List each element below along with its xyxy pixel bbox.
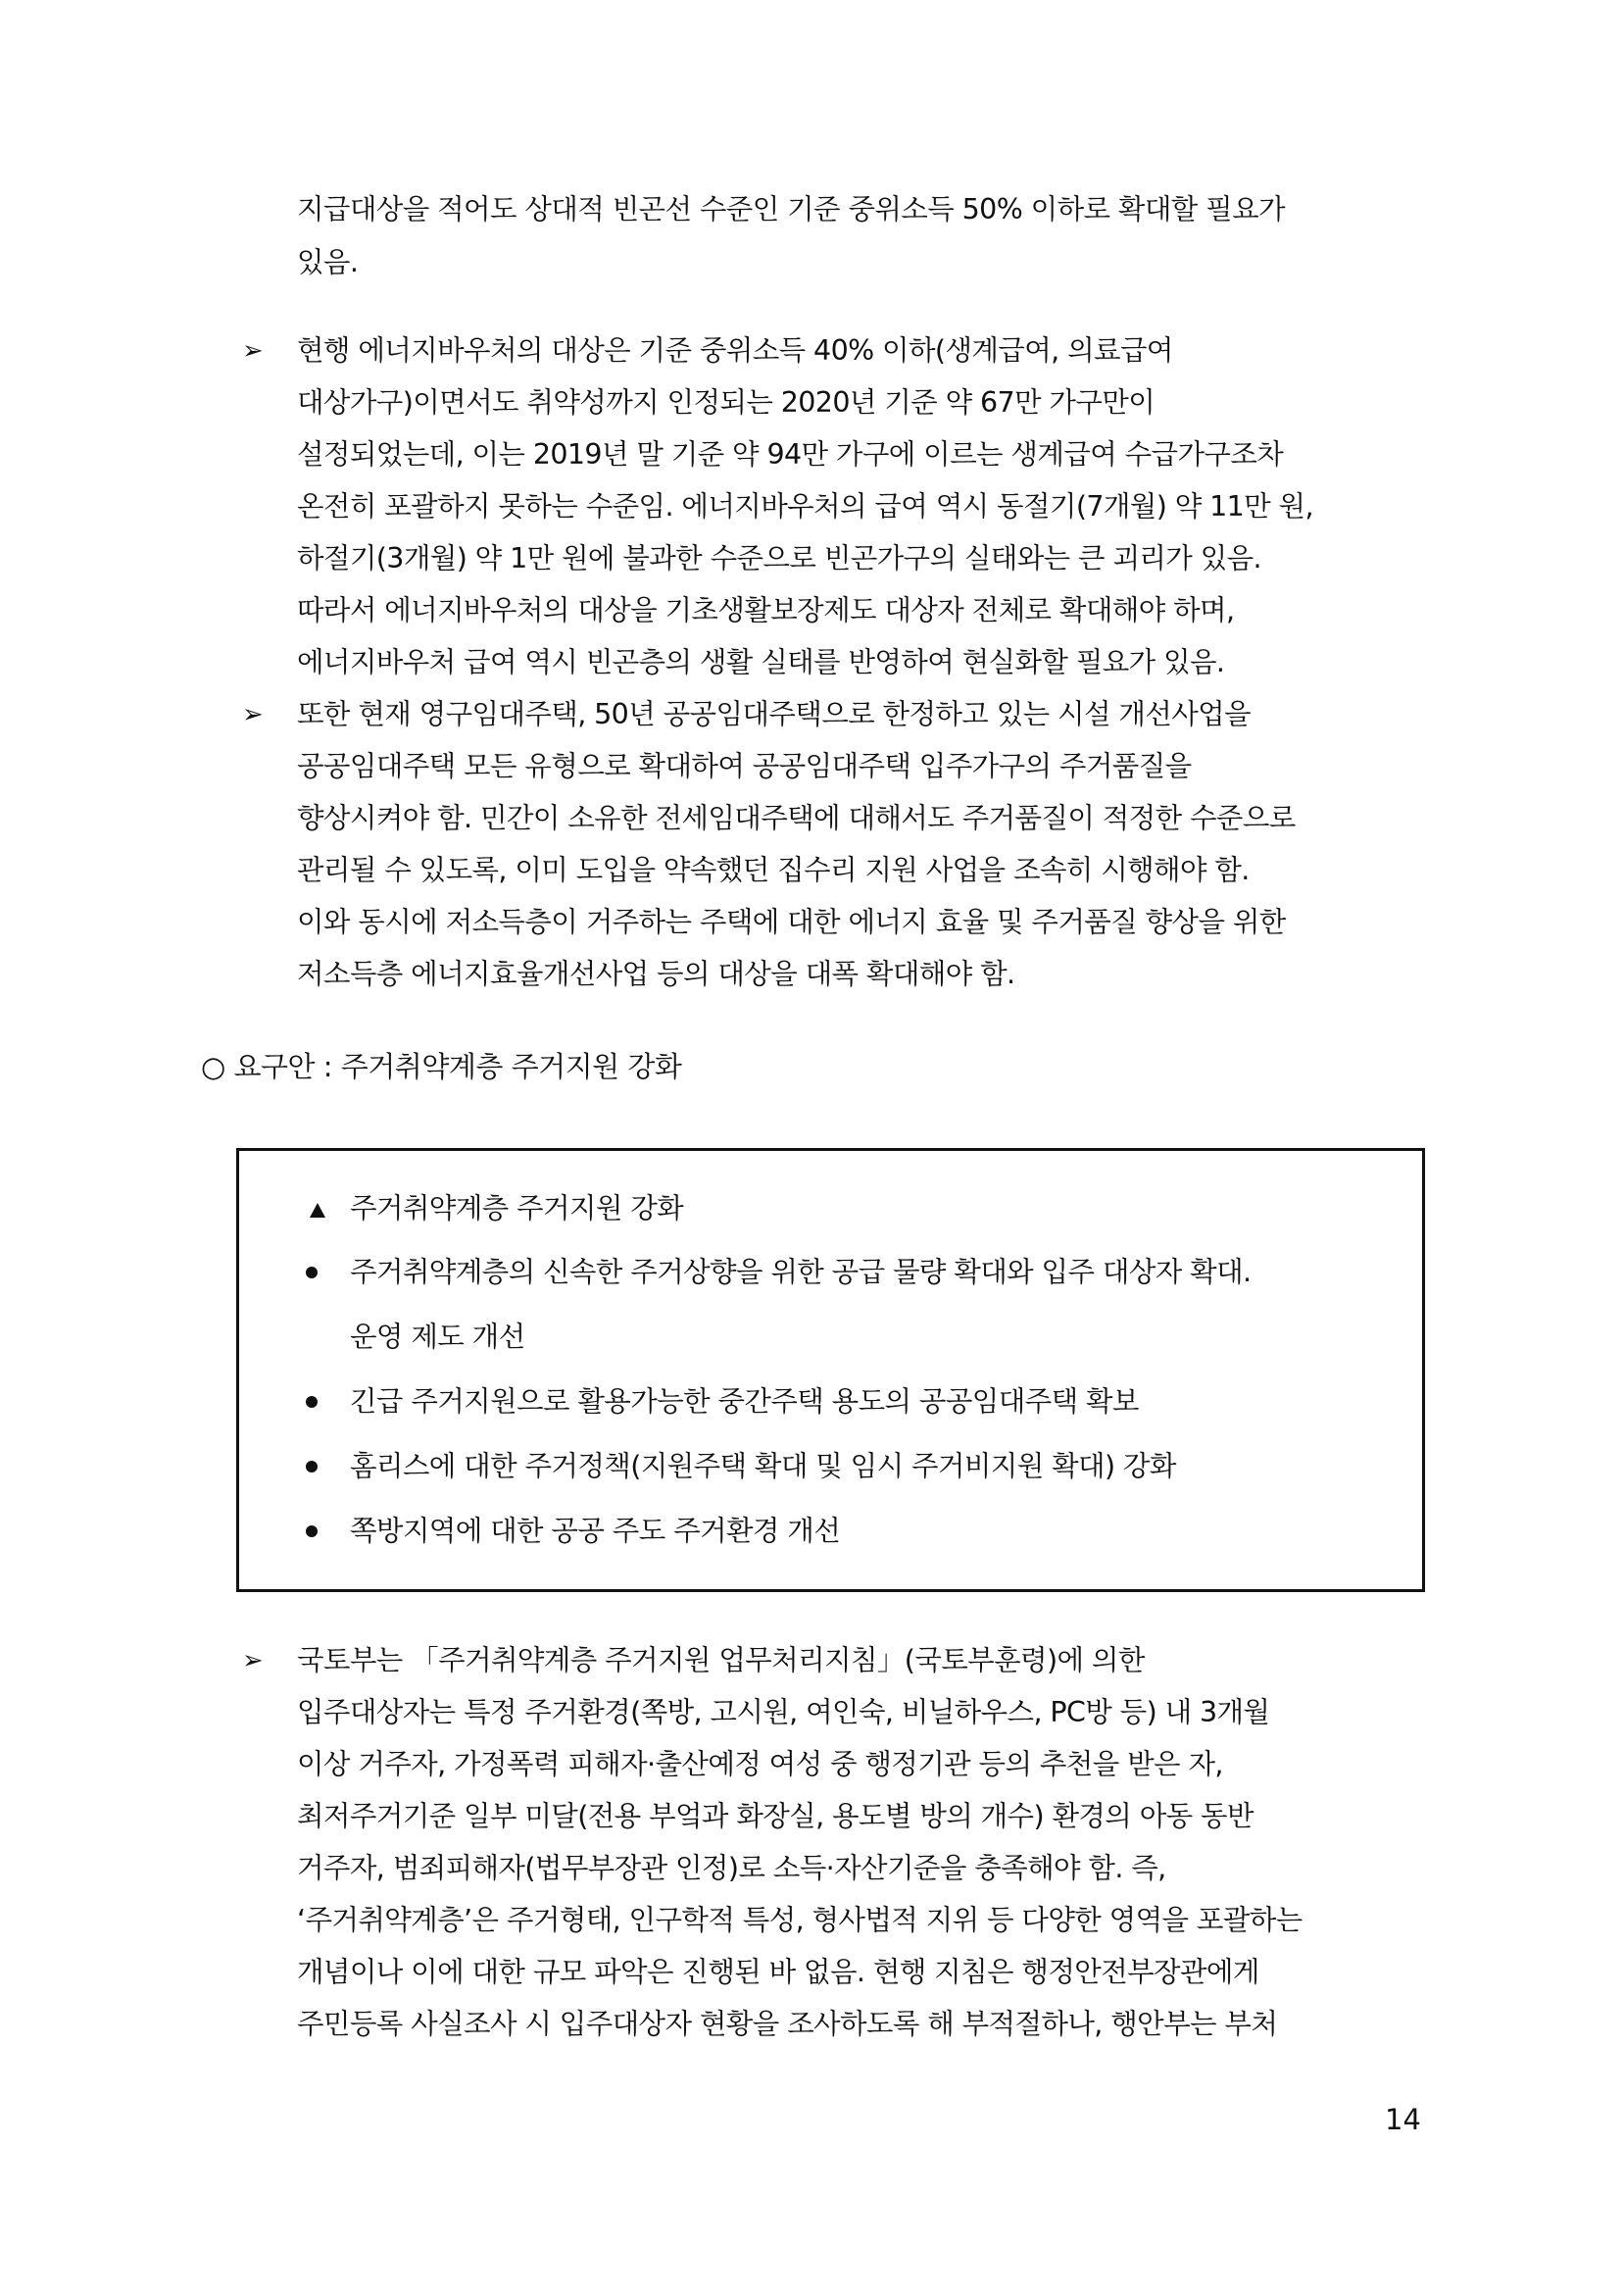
box-item-line: 홈리스에 대한 주거정책(지원주택 확대 및 임시 주거비지원 확대) 강화 xyxy=(350,1450,1176,1482)
bullet-line: 현행 에너지바우처의 대상은 기준 중위소득 40% 이하(생계급여, 의료급여 xyxy=(297,334,1173,367)
paragraph-line: 지급대상을 적어도 상대적 빈곤선 수준인 기준 중위소득 50% 이하로 확대할 필요가 xyxy=(297,193,1285,225)
bullet-line: 대상가구)이면서도 취약성까지 인정되는 2020년 기준 약 67만 가구만이 xyxy=(297,386,1156,419)
arrow-bullet-icon: ➢ xyxy=(242,336,264,366)
dot-bullet-icon xyxy=(306,1525,318,1537)
arrow-bullet-icon: ➢ xyxy=(242,1646,264,1675)
bullet-line: 하절기(3개월) 약 1만 원에 불과한 수준으로 빈곤가구의 실태와는 큰 괴리가 있음. xyxy=(297,542,1262,574)
section-heading: ○ 요구안 : 주거취약계층 주거지원 강화 xyxy=(201,1050,682,1083)
dot-bullet-icon xyxy=(306,1461,318,1472)
summary-box xyxy=(236,1148,1425,1592)
bullet-line: 저소득층 에너지효율개선사업 등의 대상을 대폭 확대해야 함. xyxy=(297,958,1015,990)
box-title: 주거취약계층 주거지원 강화 xyxy=(350,1192,684,1224)
bullet-line: ‘주거취약계층’은 주거형태, 인구학적 특성, 형사법적 지위 등 다양한 영역을 포괄하는 xyxy=(297,1904,1303,1936)
bullet-line: 온전히 포괄하지 못하는 수준임. 에너지바우처의 급여 역시 동절기(7개월) 약 11만 원, xyxy=(297,490,1313,523)
bullet-line: 따라서 에너지바우처의 대상을 기초생활보장제도 대상자 전체로 확대해야 하며, xyxy=(297,594,1235,626)
box-item-line: 운영 제도 개선 xyxy=(350,1321,525,1353)
bullet-line: 개념이나 이에 대한 규모 파악은 진행된 바 없음. 현행 지침은 행정안전부장관에게 xyxy=(297,1956,1259,1988)
bullet-line: 설정되었는데, 이는 2019년 말 기준 약 94만 가구에 이르는 생계급여 수급가구조차 xyxy=(297,438,1284,471)
bullet-line: 에너지바우처 급여 역시 빈곤층의 생활 실태를 반영하여 현실화할 필요가 있음. xyxy=(297,646,1225,678)
dot-bullet-icon xyxy=(306,1267,318,1278)
dot-bullet-icon xyxy=(306,1396,318,1408)
bullet-line: 이상 거주자, 가정폭력 피해자·출산예정 여성 중 행정기관 등의 추천을 받은 자, xyxy=(297,1748,1223,1780)
bullet-line: 이와 동시에 저소득층이 거주하는 주택에 대한 에너지 효율 및 주거품질 향상을 위한 xyxy=(297,906,1286,938)
bullet-line: 최저주거기준 일부 미달(전용 부엌과 화장실, 용도별 방의 개수) 환경의 아동 동반 xyxy=(297,1800,1254,1832)
bullet-line: 입주대상자는 특정 주거환경(쪽방, 고시원, 여인숙, 비닐하우스, PC방 등) 내 3개월 xyxy=(297,1696,1270,1728)
bullet-line: 국토부는 「주거취약계층 주거지원 업무처리지침」(국토부훈령)에 의한 xyxy=(297,1644,1145,1676)
bullet-line: 공공임대주택 모든 유형으로 확대하여 공공임대주택 입주가구의 주거품질을 xyxy=(297,750,1192,782)
bullet-line: 주민등록 사실조사 시 입주대상자 현황을 조사하도록 해 부적절하나, 행안부는 부처 xyxy=(297,2008,1278,2040)
box-item-line: 긴급 주거지원으로 활용가능한 중간주택 용도의 공공임대주택 확보 xyxy=(350,1385,1139,1418)
bullet-line: 향상시켜야 함. 민간이 소유한 전세임대주택에 대해서도 주거품질이 적정한 수준으로 xyxy=(297,802,1296,834)
box-item-line: 주거취약계층의 신속한 주거상향을 위한 공급 물량 확대와 입주 대상자 확대. xyxy=(350,1256,1252,1288)
page-number: 14 xyxy=(1385,2103,1421,2136)
box-item-line: 쪽방지역에 대한 공공 주도 주거환경 개선 xyxy=(350,1515,841,1547)
paragraph-line: 있음. xyxy=(297,246,359,278)
bullet-line: 거주자, 범죄피해자(법무부장관 인정)로 소득·자산기준을 충족해야 함. 즉, xyxy=(297,1852,1166,1884)
arrow-bullet-icon: ➢ xyxy=(242,700,264,729)
bullet-line: 또한 현재 영구임대주택, 50년 공공임대주택으로 한정하고 있는 시설 개선사업을 xyxy=(297,698,1251,730)
triangle-bullet-icon xyxy=(310,1203,325,1218)
bullet-line: 관리될 수 있도록, 이미 도입을 약속했던 집수리 지원 사업을 조속히 시행해야 함. xyxy=(297,854,1250,886)
